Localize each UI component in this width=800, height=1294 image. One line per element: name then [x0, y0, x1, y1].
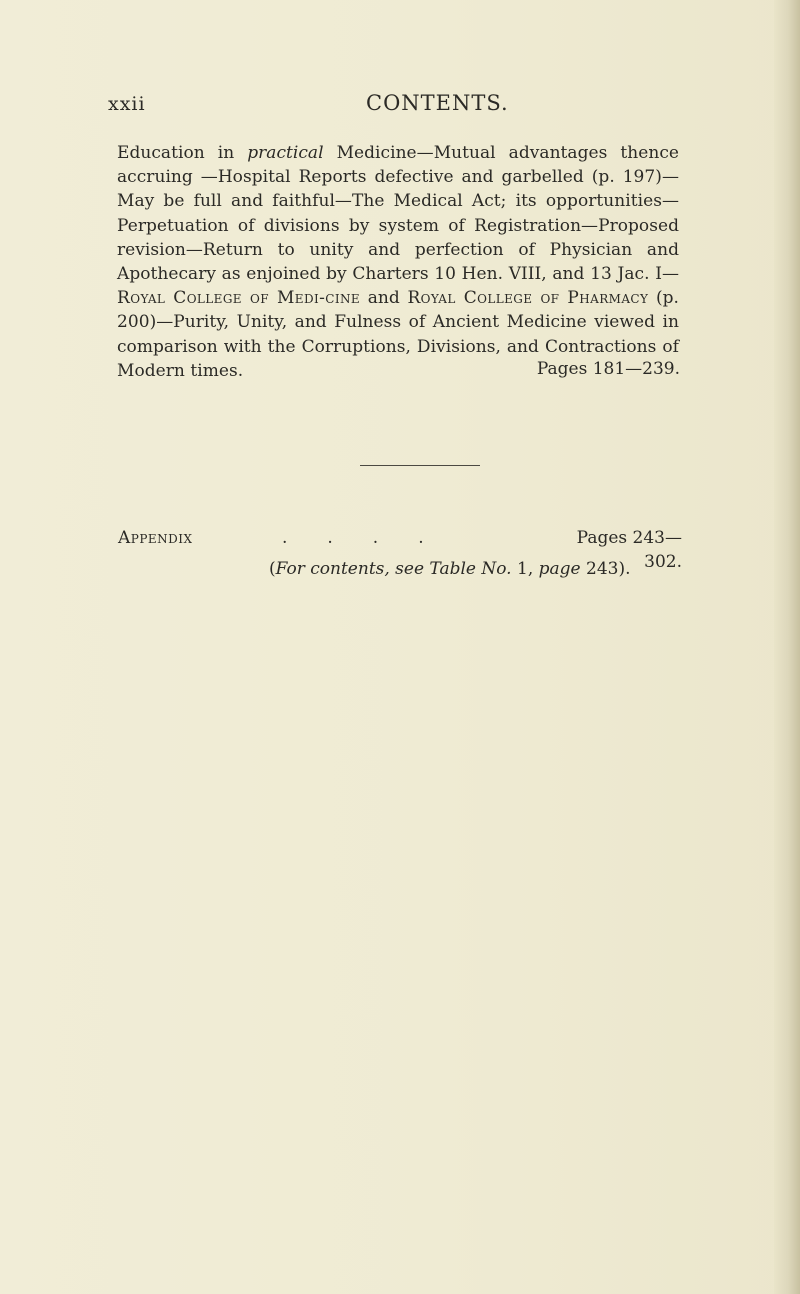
appendix-title: Appendix	[118, 528, 193, 548]
entry-italic-term: practical	[247, 143, 324, 163]
royal-college-medicine-heading: Royal College of Medi-cine	[117, 288, 361, 309]
running-header	[108, 90, 698, 124]
running-title: CONTENTS.	[366, 91, 509, 115]
entry-text-part-1: Medicine—Mutual advantages thence accruing —Hospital Reports defective and garbelled (p. 197)—May be full and faithful—The Medical Act; its opportunities—Perpetuation of divisions by system of Registration—Proposed revision—Return to unity and perfection of Physician and Apothecary as enjoined by Charters 10 Hen. VIII, and 13 Jac. I—	[117, 143, 679, 285]
page-edge-shadow	[774, 0, 800, 1294]
entry-connector-text: and	[360, 288, 408, 309]
appendix-note-italic-text: For contents, see Table No.	[275, 559, 512, 579]
section-page-range: Pages 181—239.	[536, 359, 680, 379]
entry-text-part-2: (p. 200)—Purity, Unity, and Fulness of Ancient Medicine viewed in comparison with the Corruptions, Divisions, and Contractions of Modern times.	[117, 288, 679, 381]
entry-opening-text: Education in	[117, 143, 248, 163]
appendix-page-range: Pages 243—302.	[576, 528, 682, 572]
appendix-note-open-paren: (	[269, 559, 276, 579]
page-number: xxii	[108, 93, 146, 115]
section-divider-rule	[360, 465, 480, 466]
appendix-note-table-number: 1,	[511, 559, 539, 579]
appendix-note-page-label: page	[538, 559, 581, 579]
appendix-note	[269, 557, 630, 581]
appendix-note-page-number: 243).	[580, 559, 631, 579]
contents-entry-paragraph	[117, 141, 679, 383]
appendix-leader-dots: ....	[282, 528, 464, 548]
royal-college-pharmacy-heading: Royal College of Pharmacy	[407, 288, 649, 309]
